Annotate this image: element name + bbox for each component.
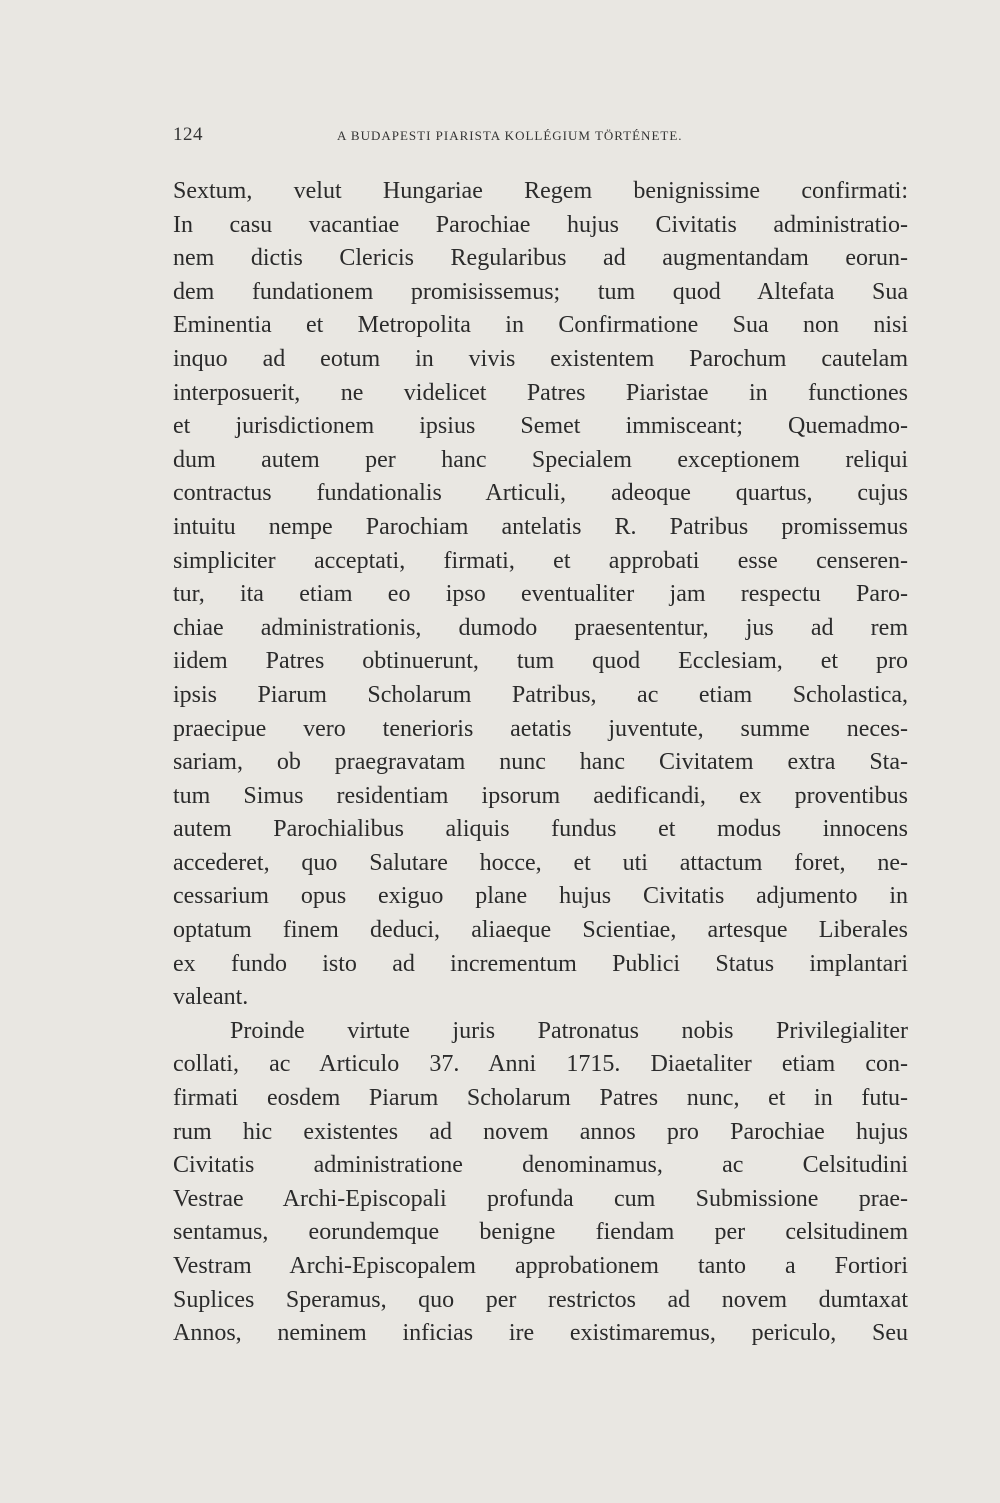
- text-line: Sextum, velut Hungariae Regem benignissime confirmati:: [173, 178, 908, 204]
- text-line: firmati eosdem Piarum Scholarum Patres nunc, et in futu-: [173, 1085, 908, 1112]
- text-line: praecipue vero tenerioris aetatis juventute, summe neces-: [173, 715, 908, 742]
- text-line: contractus fundationalis Articuli, adeoque quartus, cujus: [173, 480, 908, 507]
- page-number: 124: [173, 124, 203, 145]
- text-line: rum hic existentes ad novem annos pro Parochiae hujus: [173, 1118, 908, 1145]
- text-line: Vestram Archi-Episcopalem approbationem tanto a Fortiori: [173, 1253, 908, 1279]
- running-head: [173, 124, 908, 148]
- text-line: Eminentia et Metropolita in Confirmatione Sua non nisi: [173, 312, 908, 339]
- text-line: optatum finem deduci, aliaeque Scientiae, artesque Liberales: [173, 917, 908, 944]
- text-line: dum autem per hanc Specialem exceptionem reliqui: [173, 446, 908, 473]
- text-line: collati, ac Articulo 37. Anni 1715. Diaetaliter etiam con-: [173, 1051, 908, 1078]
- running-title: A BUDAPESTI PIARISTA KOLLÉGIUM TÖRTÉNETE.: [337, 128, 683, 143]
- text-line: cessarium opus exiguo plane hujus Civitatis adjumento in: [173, 883, 908, 910]
- text-line: interposuerit, ne videlicet Patres Piaristae in functiones: [173, 379, 908, 406]
- text-line: Suplices Speramus, quo per restrictos ad novem dumtaxat: [173, 1286, 908, 1313]
- text-line: et jurisdictionem ipsius Semet immisceant; Quemadmo-: [173, 413, 908, 440]
- text-line: nem dictis Clericis Regularibus ad augmentandam eorun-: [173, 245, 908, 272]
- text-line: simpliciter acceptati, firmati, et approbati esse censeren-: [173, 547, 908, 574]
- text-line: Annos, neminem inficias ire existimaremus, periculo, Seu: [173, 1320, 908, 1347]
- text-line: intuitu nempe Parochiam antelatis R. Patribus promissemus: [173, 513, 908, 540]
- text-line: tur, ita etiam eo ipso eventualiter jam respectu Paro-: [173, 581, 908, 608]
- text-line-paragraph-start: Proinde virtute juris Patronatus nobis Privilegialiter: [230, 1017, 908, 1044]
- text-line: ex fundo isto ad incrementum Publici Status implantari: [173, 950, 908, 977]
- text-line: iidem Patres obtinuerunt, tum quod Ecclesiam, et pro: [173, 648, 908, 675]
- text-line: autem Parochialibus aliquis fundus et modus innocens: [173, 816, 908, 843]
- text-line: chiae administrationis, dumodo praesententur, jus ad rem: [173, 614, 908, 641]
- text-line: sentamus, eorundemque benigne fiendam per celsitudinem: [173, 1219, 908, 1246]
- text-line: tum Simus residentiam ipsorum aedificandi, ex proventibus: [173, 782, 908, 809]
- text-line: sariam, ob praegravatam nunc hanc Civitatem extra Sta-: [173, 749, 908, 776]
- text-line: accederet, quo Salutare hocce, et uti attactum foret, ne-: [173, 849, 908, 876]
- text-line: Civitatis administratione denominamus, ac Celsitudini: [173, 1152, 908, 1179]
- text-line: inquo ad eotum in vivis existentem Parochum cautelam: [173, 345, 908, 372]
- text-line: In casu vacantiae Parochiae hujus Civitatis administratio-: [173, 211, 908, 238]
- text-line: ipsis Piarum Scholarum Patribus, ac etiam Scholastica,: [173, 681, 908, 708]
- text-line-paragraph-end: valeant.: [173, 984, 249, 1011]
- body-text: [173, 175, 908, 1351]
- text-line: dem fundationem promisissemus; tum quod Altefata Sua: [173, 278, 908, 305]
- text-line: Vestrae Archi-Episcopali profunda cum Submissione prae-: [173, 1185, 908, 1212]
